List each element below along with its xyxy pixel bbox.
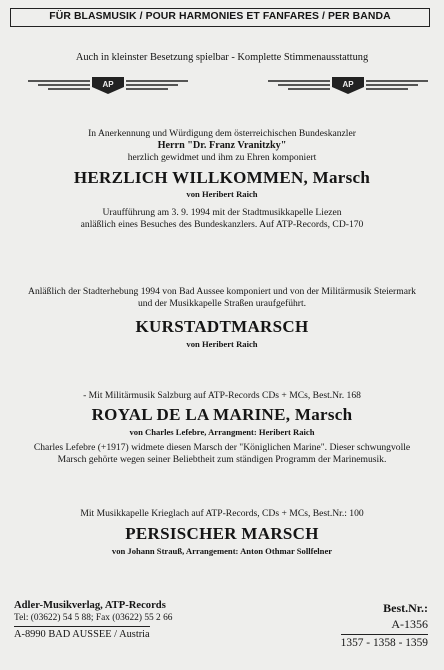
subtitle: Auch in kleinster Besetzung spielbar - Komplette Stimmenausstattung: [75, 52, 369, 63]
publisher-info: [14, 600, 274, 642]
piece-royal-de-la-marine: [0, 390, 444, 466]
occasion-line: Anläßlich der Stadterhebung 1994 von Bad Aussee komponiert und von der Militärmusik Steiermark: [28, 286, 416, 297]
occasion-line: und der Musikkapelle Straßen uraufgeführt.: [137, 298, 307, 309]
logo-right-text: AP: [342, 80, 354, 89]
piece-title: HERZLICH WILLKOMMEN, Marsch: [73, 168, 371, 187]
publisher-address: A-8990 BAD AUSSEE / Austria: [14, 626, 150, 640]
logo-ornament-left: [28, 74, 188, 96]
recording-line: - Mit Militärmusik Salzburg auf ATP-Records CDs + MCs, Best.Nr. 168: [83, 390, 361, 401]
dedication-line: In Anerkennung und Würdigung dem österreichischen Bundeskanzler: [88, 128, 356, 139]
description-line: Charles Lefebre (+1917) widmete diesen Marsch der "Königlichen Marine". Dieser schwungvolle: [33, 442, 411, 453]
piece-persischer-marsch: [0, 508, 444, 557]
order-number-main: A-1356: [391, 617, 428, 631]
recording-note: anläßlich eines Besuches des Bundeskanzlers. Auf ATP-Records, CD-170: [80, 219, 364, 230]
logo-left-text: AP: [102, 80, 114, 89]
wings-logo-icon: [268, 74, 428, 96]
logo-ornament-right: [268, 74, 428, 96]
order-numbers: [318, 601, 428, 651]
order-number-list: 1357 - 1358 - 1359: [341, 634, 428, 649]
composer: von Johann Strauß, Arrangement: Anton Othmar Sollfelner: [111, 546, 333, 556]
piece-kurstadtmarsch: [0, 286, 444, 350]
dedication-line: herzlich gewidmet und ihm zu Ehren komponiert: [127, 152, 317, 163]
recording-line: Mit Musikkapelle Krieglach auf ATP-Records, CDs + MCs, Best.Nr.: 100: [80, 508, 364, 519]
contact-phone-fax: Tel: (03622) 54 5 88; Fax (03622) 55 2 66: [14, 613, 173, 623]
order-label: Best.Nr.:: [383, 601, 428, 615]
piece-title: ROYAL DE LA MARINE, Marsch: [91, 405, 353, 424]
dedicatee: Herrn "Dr. Franz Vranitzky": [157, 140, 287, 151]
piece-title: PERSISCHER MARSCH: [125, 524, 319, 543]
composer: von Heribert Raich: [186, 339, 258, 349]
header-banner: FÜR BLASMUSIK / POUR HARMONIES ET FANFARES / PER BANDA: [10, 8, 430, 27]
composer: von Charles Lefebre, Arrangment: Heribert Raich: [129, 427, 315, 437]
publisher-name: Adler-Musikverlag, ATP-Records: [14, 600, 166, 611]
description-line: Marsch gehörte wegen seiner Beliebtheit zum ständigen Programm der Marinemusik.: [57, 454, 387, 465]
composer: von Heribert Raich: [186, 189, 258, 199]
premiere-note: Uraufführung am 3. 9. 1994 mit der Stadtmusikkapelle Liezen: [102, 207, 342, 218]
piece-herzlich-willkommen: [0, 128, 444, 231]
piece-title: KURSTADTMARSCH: [135, 317, 309, 336]
wings-logo-icon: [28, 74, 188, 96]
